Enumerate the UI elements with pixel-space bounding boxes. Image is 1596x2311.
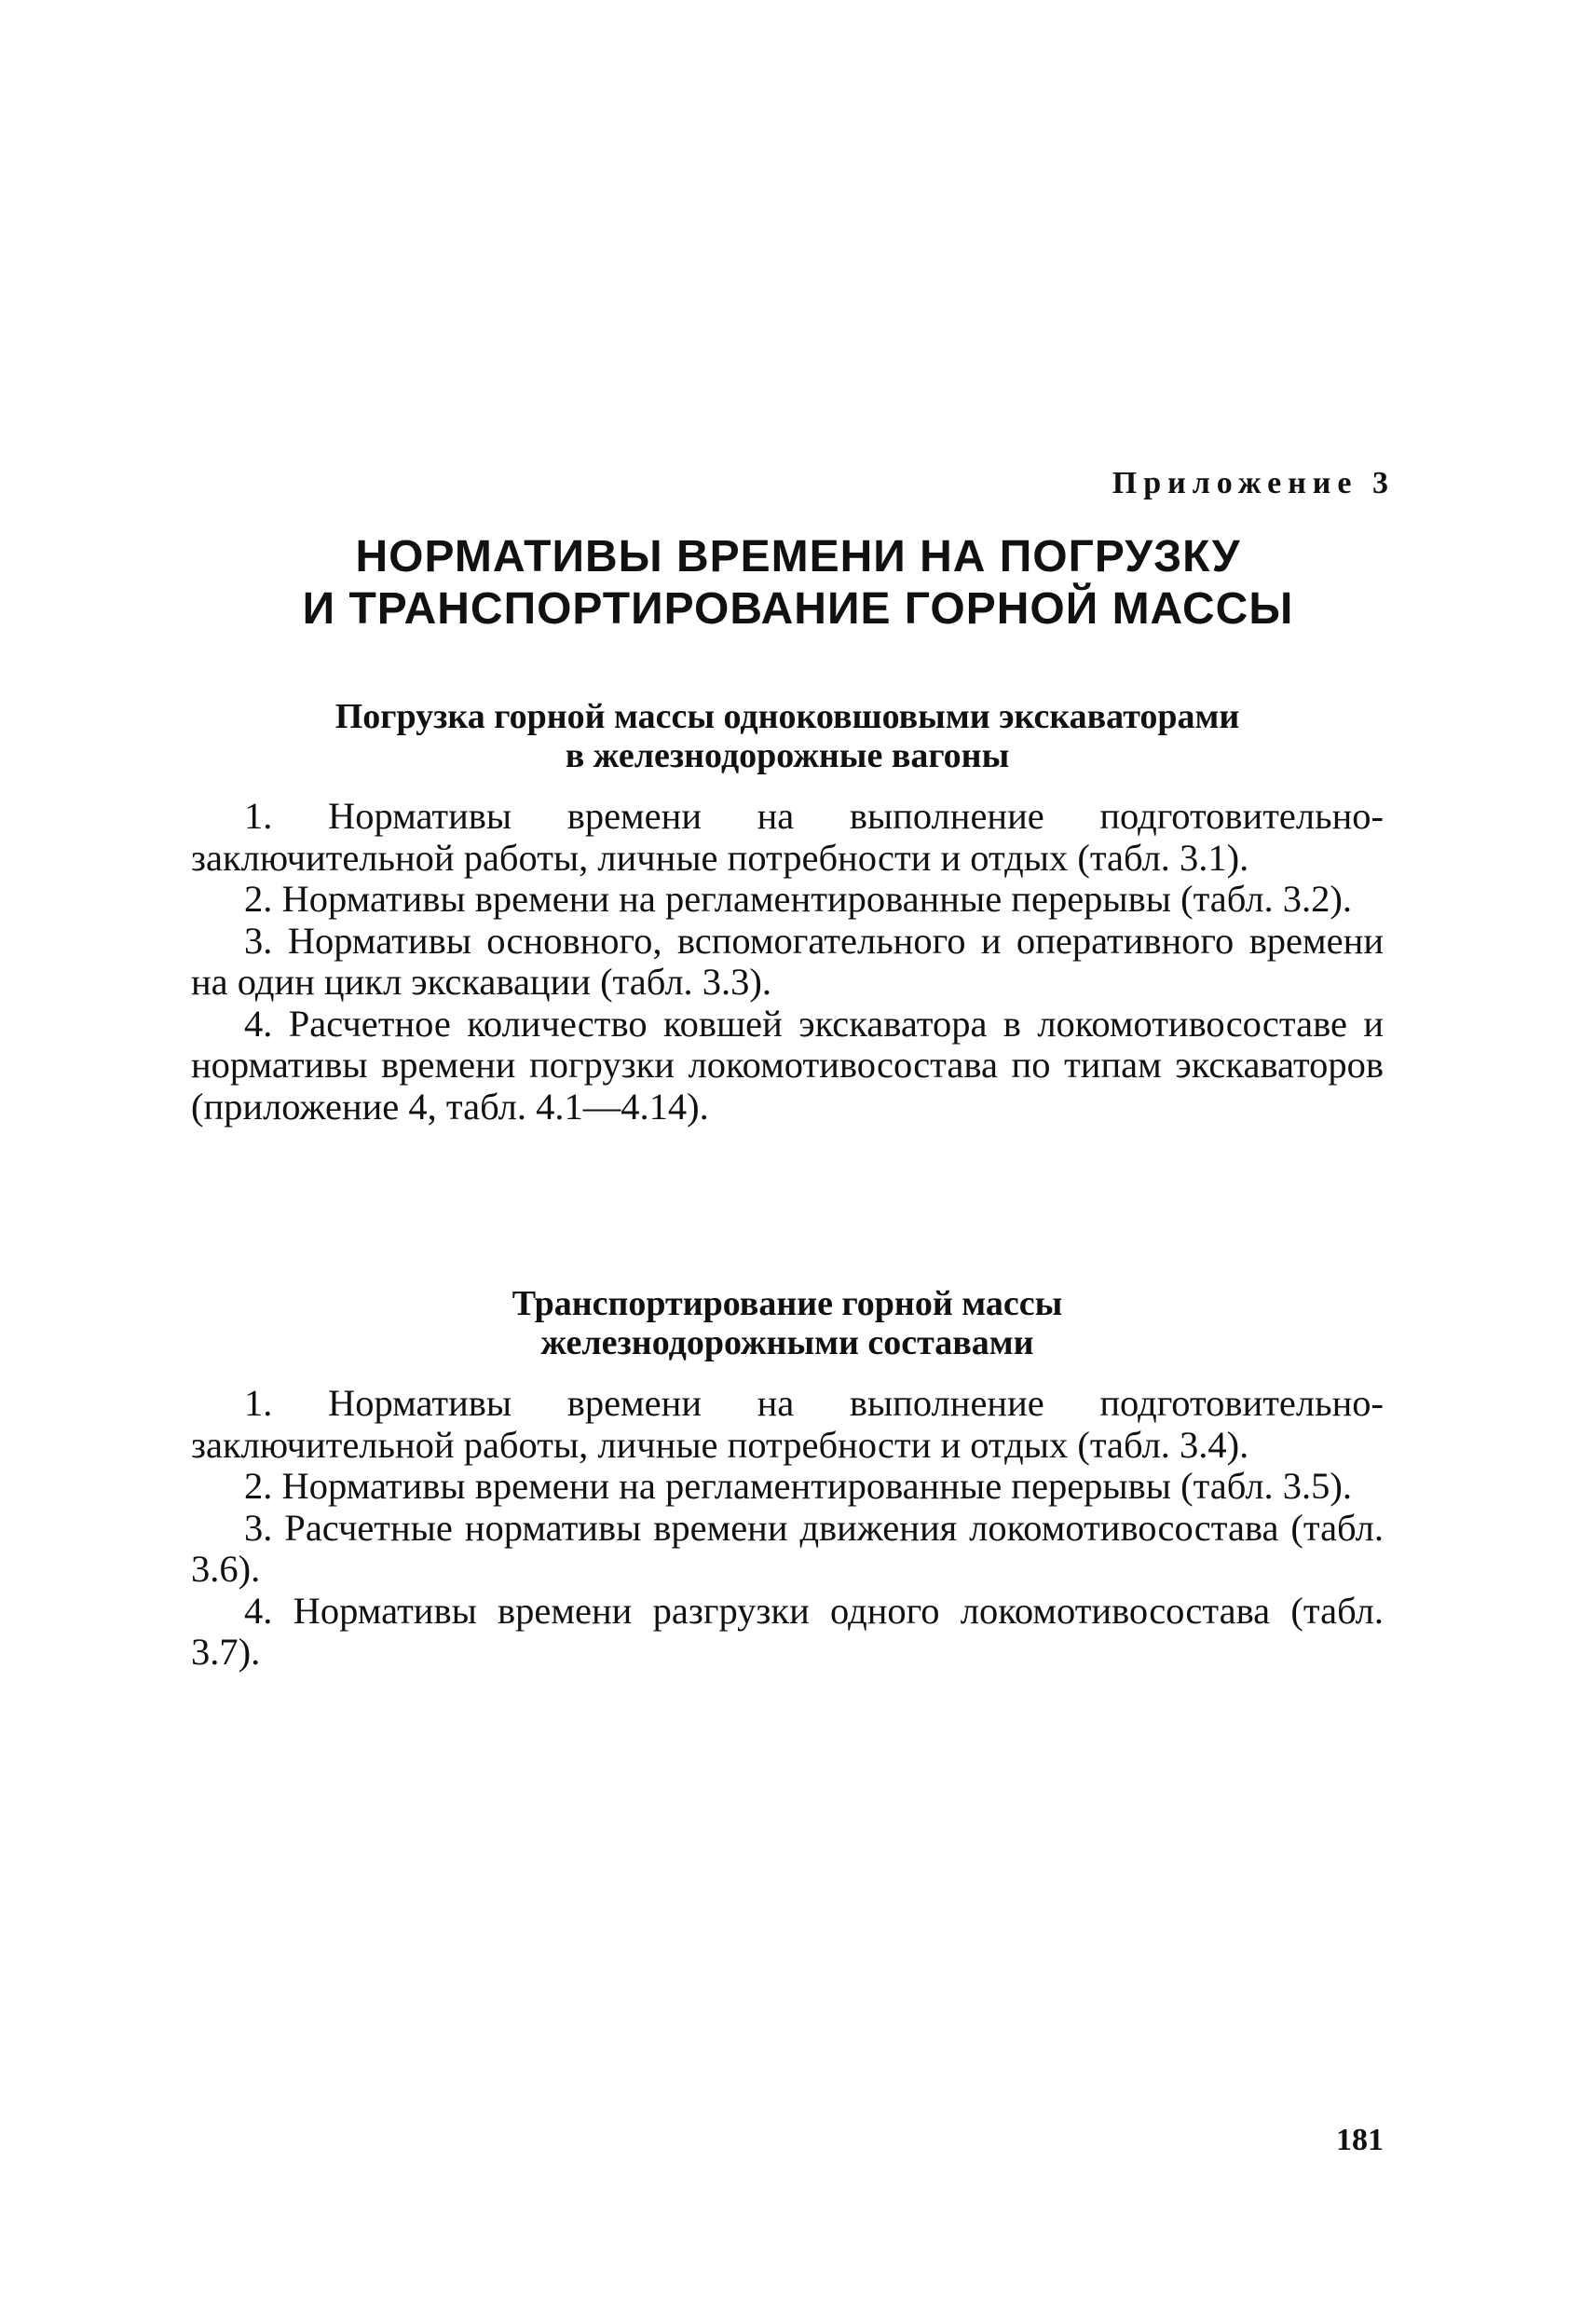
section-title-line-2: железнодорожными составами	[540, 1323, 1034, 1362]
section-transportation	[191, 1284, 1384, 1674]
section-title-line-1: Погрузка горной массы одноковшовыми экскаваторами	[334, 697, 1240, 736]
item-list	[191, 796, 1384, 1128]
page-number: 181	[1336, 2123, 1384, 2157]
list-item: 2. Нормативы времени на регламентированные перерывы (табл. 3.2).	[244, 878, 1353, 920]
page-title	[149, 531, 1447, 636]
list-item: 1. Нормативы времени на выполнение подготовительно-заключительной работы, личные потребности и отдых (табл. 3.1).	[191, 795, 1384, 879]
section-loading	[191, 697, 1384, 1128]
list-item: 3. Нормативы основного, вспомогательного и оперативного времени на один цикл экскавации (табл. 3.3).	[191, 919, 1384, 1003]
list-item: 4. Нормативы времени разгрузки одного локомотивосостава (табл. 3.7).	[191, 1589, 1384, 1673]
list-item: 4. Расчетное количество ковшей экскаватора в локомотивосоставе и нормативы времени погрузки локомотивосостава по типам экскаваторов (приложение 4, табл. 4.1—4.14).	[191, 1002, 1384, 1128]
page-title-line-2: И ТРАНСПОРТИРОВАНИЕ ГОРНОЙ МАССЫ	[302, 584, 1294, 634]
section-title	[191, 697, 1384, 775]
item-list	[191, 1383, 1384, 1674]
list-item: 3. Расчетные нормативы времени движения локомотивосостава (табл. 3.6).	[191, 1506, 1384, 1590]
section-title-line-1: Транспортирование горной массы	[512, 1284, 1063, 1323]
section-title-line-2: в железнодорожные вагоны	[565, 736, 1010, 775]
page-title-line-1: НОРМАТИВЫ ВРЕМЕНИ НА ПОГРУЗКУ	[355, 532, 1241, 581]
list-item: 1. Нормативы времени на выполнение подготовительно-заключительной работы, личные потребности и отдых (табл. 3.4).	[191, 1382, 1384, 1466]
list-item: 2. Нормативы времени на регламентированные перерывы (табл. 3.5).	[244, 1465, 1353, 1507]
appendix-label: Приложение 3	[1112, 466, 1395, 500]
section-title	[191, 1284, 1384, 1362]
